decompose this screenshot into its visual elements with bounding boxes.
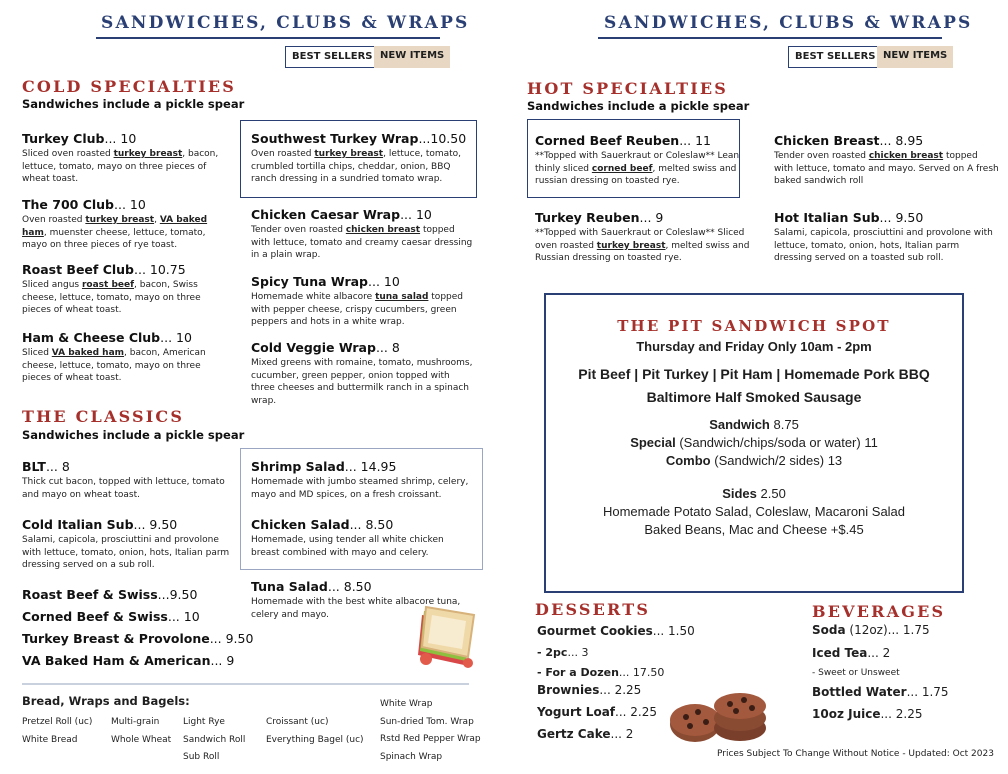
bread-option: Everything Bagel (uc) — [266, 734, 364, 745]
dessert-item: Yogurt Loaf... 2.25 — [537, 705, 657, 719]
menu-item — [22, 631, 252, 646]
bread-option: Croissant (uc) — [266, 717, 329, 727]
menu-item-name: Chicken Breast... 8.95 — [774, 133, 924, 148]
pit-combo-label: Combo — [665, 453, 711, 468]
new-items-button-right[interactable]: NEW ITEMS — [877, 46, 953, 68]
menu-item-price: ... 10 — [368, 274, 400, 289]
menu-item — [251, 131, 473, 186]
pit-title: THE PIT SANDWICH SPOT — [617, 317, 891, 335]
bev-water-name: Bottled Water — [812, 685, 907, 699]
pit-special-price — [546, 435, 962, 450]
menu-item — [251, 340, 473, 407]
bev-juice-name: 10oz Juice — [812, 707, 881, 721]
menu-item-description: Homemade with jumbo steamed shrimp, celery, mayo and MD spices, on a fresh croissant. — [251, 477, 469, 500]
title-underline-right — [598, 37, 942, 39]
pit-sandwich-value: 8.75 — [773, 417, 799, 432]
menu-item — [22, 197, 227, 252]
menu-item-price: ... 9.50 — [133, 517, 178, 532]
page-title-right: SANDWICHES, CLUBS & WRAPS — [604, 13, 973, 33]
best-sellers-button-left[interactable]: BEST SELLERS — [285, 46, 379, 68]
menu-item-price: ... 11 — [679, 133, 712, 148]
page-title-left: SANDWICHES, CLUBS & WRAPS — [101, 13, 470, 33]
pit-meats: Pit Beef | Pit Turkey | Pit Ham | Homemade Pork BBQ — [578, 366, 930, 382]
cookies-icon — [668, 684, 768, 744]
menu-item — [22, 653, 252, 668]
bread-option: White Bread — [22, 734, 78, 745]
footer-note: Prices Subject To Change Without Notice - Updated: Oct 2023 — [717, 749, 994, 759]
menu-item-description: **Topped with Sauerkraut or Coleslaw** Sliced oven roasted turkey breast, melted swiss and Russian dressing on toasted rye. — [535, 228, 750, 263]
menu-item-description: Mixed greens with romaine, tomato, mushrooms, cucumber, green pepper, onion topped with three cheeses and buttermilk ranch in a spinach wrap. — [251, 358, 473, 406]
menu-item — [774, 133, 999, 188]
menu-item — [251, 517, 473, 559]
bev-tea-name: Iced Tea — [812, 646, 868, 660]
bread-option: Light Rye — [183, 717, 225, 727]
bev-tea-price: ... 2 — [867, 646, 891, 660]
hot-specialties-heading: HOT SPECIALTIES — [527, 79, 729, 98]
bread-option: Whole Wheat — [111, 734, 172, 745]
menu-item-name: Spicy Tuna Wrap... 10 — [251, 274, 400, 289]
pit-combo-value: (Sandwich/2 sides) 13 — [714, 453, 843, 468]
menu-item-name: VA Baked Ham & American... 9 — [22, 653, 235, 668]
menu-item-name: Roast Beef Club... 10.75 — [22, 262, 186, 277]
menu-item-name: Chicken Salad... 8.50 — [251, 517, 394, 532]
sandwich-icon — [412, 603, 484, 673]
menu-item-description: Homemade white albacore tuna salad topped with pepper cheese, crispy cucumbers, green peppers and hots in a white wrap. — [251, 292, 463, 327]
bev-soda-price: (12oz)... 1.75 — [845, 623, 930, 637]
menu-item-price: ... 14.95 — [344, 459, 397, 474]
pit-special-value: (Sandwich/chips/soda or water) 11 — [679, 435, 878, 450]
menu-item-description: **Topped with Sauerkraut or Coleslaw** Lean thinly sliced corned beef, melted swiss and russian dressing on toasted rye. — [535, 151, 740, 186]
menu-item — [251, 274, 473, 329]
menu-item-description: Tender oven roasted chicken breast topped with lettuce, tomato and creamy caesar dressing in a plain wrap. — [251, 225, 473, 260]
menu-item-price: ... 10.75 — [134, 262, 186, 277]
menu-item — [22, 517, 232, 572]
bev-tea — [812, 646, 890, 660]
pit-sides-price — [546, 486, 962, 501]
menu-item — [251, 459, 473, 501]
menu-item-price: ... 8.50 — [349, 517, 394, 532]
menu-item-description: Sliced angus roast beef, bacon, Swiss cheese, lettuce, tomato, mayo on three pieces of wheat toast. — [22, 280, 201, 315]
menu-item — [251, 207, 473, 262]
pit-special-label: Special — [630, 435, 676, 450]
menu-item-price: ... 10 — [400, 207, 432, 222]
menu-item-description: Sliced oven roasted turkey breast, bacon, lettuce, tomato, mayo on three pieces of wheat toast. — [22, 149, 219, 184]
menu-item-description: Thick cut bacon, topped with lettuce, tomato and mayo on wheat toast. — [22, 477, 225, 500]
pit-sides-line2: Baked Beans, Mac and Cheese +$.45 — [644, 522, 864, 537]
menu-item-name: BLT... 8 — [22, 459, 70, 474]
dessert-item: - 2pc... 3 — [537, 646, 589, 659]
menu-item-price: ... 10 — [160, 330, 192, 345]
dessert-item: Gourmet Cookies... 1.50 — [537, 624, 695, 638]
menu-item — [22, 587, 252, 602]
menu-item-price: ... 9 — [639, 210, 664, 225]
menu-item-description: Salami, capicola, prosciuttini and provolone with lettuce, tomato, onion, hots, Italian parm dressing served on a toasted sub roll. — [774, 228, 993, 263]
bev-soda-name: Soda — [812, 623, 846, 637]
pit-hours: Thursday and Friday Only 10am - 2pm — [636, 339, 872, 354]
bread-option: Spinach Wrap — [380, 751, 443, 762]
menu-item-price: ... 9 — [210, 653, 235, 668]
menu-item-description: Oven roasted turkey breast, lettuce, tomato, crumbled tortilla chips, cheddar, onion, BBQ ranch dressing in a sundried tomato wrap. — [251, 149, 462, 184]
menu-item-name: Chicken Caesar Wrap... 10 — [251, 207, 432, 222]
classics-subtitle: Sandwiches include a pickle spear — [22, 428, 245, 442]
menu-item-name: Cold Veggie Wrap... 8 — [251, 340, 400, 355]
menu-item — [22, 262, 227, 317]
pit-combo-price — [546, 453, 962, 468]
pit-sausage: Baltimore Half Smoked Sausage — [646, 389, 862, 405]
classics-heading: THE CLASSICS — [22, 407, 185, 426]
menu-item-name: Corned Beef Reuben... 11 — [535, 133, 712, 148]
menu-item-name: Southwest Turkey Wrap...10.50 — [251, 131, 467, 146]
bread-option: Rstd Red Pepper Wrap — [380, 734, 481, 744]
pit-sides-line1: Homemade Potato Salad, Coleslaw, Macaroni Salad — [602, 504, 906, 519]
menu-item-price: ... 8.95 — [879, 133, 924, 148]
menu-item-price: ... 10 — [167, 609, 200, 624]
menu-item-price: ... 10 — [104, 131, 137, 146]
menu-item-description: Homemade, using tender all white chicken breast combined with mayo and celery. — [251, 535, 444, 558]
cold-specialties-heading: COLD SPECIALTIES — [22, 77, 237, 96]
bev-juice — [812, 707, 922, 721]
menu-item-price: ... 8 — [45, 459, 70, 474]
bread-option: Sub Roll — [183, 752, 220, 762]
menu-item-price: ...10.50 — [418, 131, 467, 146]
pit-sides-value: 2.50 — [760, 486, 786, 501]
best-sellers-button-right[interactable]: BEST SELLERS — [788, 46, 882, 68]
menu-item — [535, 133, 760, 188]
bev-water-price: ... 1.75 — [906, 685, 949, 699]
bev-juice-price: ... 2.25 — [880, 707, 923, 721]
menu-item-name: Cold Italian Sub... 9.50 — [22, 517, 178, 532]
pit-sides-label: Sides — [722, 486, 757, 501]
menu-item-name: Ham & Cheese Club... 10 — [22, 330, 192, 345]
pit-sandwich-price — [546, 417, 962, 432]
menu-item-name: Tuna Salad... 8.50 — [251, 579, 372, 594]
bev-water — [812, 685, 949, 699]
menu-item-name: Turkey Breast & Provolone... 9.50 — [22, 631, 254, 646]
bev-tea-note: - Sweet or Unsweet — [812, 668, 900, 678]
menu-item-price: ... 9.50 — [209, 631, 254, 646]
menu-item-price: ... 8 — [375, 340, 400, 355]
bread-option: White Wrap — [380, 699, 433, 709]
bread-heading: Bread, Wraps and Bagels: — [22, 694, 190, 708]
menu-item-name: Turkey Club... 10 — [22, 131, 137, 146]
bread-option: Sandwich Roll — [183, 734, 246, 745]
menu-item-description: Homemade with the best white albacore tuna, celery and mayo. — [251, 597, 461, 620]
bread-divider — [22, 683, 469, 685]
pit-sandwich-box — [544, 293, 964, 593]
menu-item — [535, 210, 760, 265]
beverages-heading: BEVERAGES — [812, 602, 946, 621]
menu-item-price: ... 10 — [114, 197, 146, 212]
cold-specialties-subtitle: Sandwiches include a pickle spear — [22, 97, 245, 111]
title-underline-left — [96, 37, 440, 39]
menu-item-name: Corned Beef & Swiss... 10 — [22, 609, 200, 624]
bev-soda — [812, 623, 930, 637]
menu-item-description: Tender oven roasted chicken breast topped with lettuce, tomato and mayo. Served on A fresh baked sandwich roll — [774, 151, 999, 186]
menu-item — [774, 210, 999, 265]
menu-item-price: ... 8.50 — [327, 579, 372, 594]
menu-item — [22, 609, 252, 624]
menu-item — [22, 459, 232, 501]
menu-item-price: ...9.50 — [157, 587, 198, 602]
menu-item-name: Hot Italian Sub... 9.50 — [774, 210, 924, 225]
dessert-item: Brownies... 2.25 — [537, 683, 642, 697]
dessert-item: Gertz Cake... 2 — [537, 727, 634, 741]
bread-option: Multi-grain — [111, 717, 160, 727]
pit-sandwich-label: Sandwich — [709, 417, 770, 432]
menu-item-name: Turkey Reuben... 9 — [535, 210, 664, 225]
desserts-heading: DESSERTS — [535, 600, 651, 619]
bread-option: Pretzel Roll (uc) — [22, 717, 93, 727]
menu-item-name: Shrimp Salad... 14.95 — [251, 459, 397, 474]
menu-item-name: The 700 Club... 10 — [22, 197, 146, 212]
new-items-button-left[interactable]: NEW ITEMS — [374, 46, 450, 68]
hot-specialties-subtitle: Sandwiches include a pickle spear — [527, 99, 750, 113]
menu-item — [22, 131, 227, 186]
menu-item-name: Roast Beef & Swiss...9.50 — [22, 587, 198, 602]
menu-item-description: Salami, capicola, prosciuttini and provolone with lettuce, tomato, onion, hots, Italian parm dressing served on a sub roll. — [22, 535, 230, 570]
menu-item-price: ... 9.50 — [879, 210, 924, 225]
dessert-item: - For a Dozen... 17.50 — [537, 666, 665, 679]
menu-item-description: Oven roasted turkey breast, VA baked ham, muenster cheese, lettuce, tomato, mayo on three pieces of rye toast. — [22, 215, 208, 250]
menu-item — [22, 330, 227, 385]
bread-option: Sun-dried Tom. Wrap — [380, 716, 474, 727]
menu-item-description: Sliced VA baked ham, bacon, American cheese, lettuce, tomato, mayo on three pieces of wheat toast. — [22, 348, 206, 383]
